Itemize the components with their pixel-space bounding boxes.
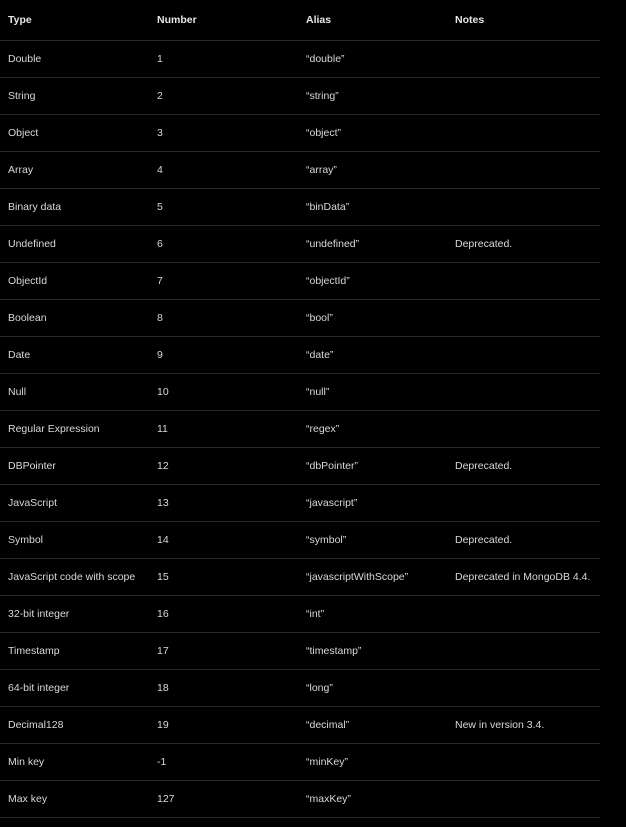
header-number: Number (157, 14, 197, 26)
cell-alias: “maxKey” (306, 793, 351, 805)
cell-notes: New in version 3.4. (455, 719, 545, 731)
cell-number: 7 (157, 275, 163, 287)
cell-alias: “javascriptWithScope” (306, 571, 409, 583)
cell-number: 3 (157, 127, 163, 139)
cell-number: 15 (157, 571, 169, 583)
cell-number: -1 (157, 756, 167, 768)
cell-type: JavaScript code with scope (8, 571, 136, 583)
cell-number: 16 (157, 608, 169, 620)
cell-number: 1 (157, 53, 163, 65)
cell-number: 9 (157, 349, 163, 361)
cell-type: Max key (8, 793, 48, 805)
table-row (0, 559, 600, 596)
cell-alias: “timestamp” (306, 645, 362, 657)
table-row (0, 448, 600, 485)
table-row (0, 522, 600, 559)
cell-number: 6 (157, 238, 163, 250)
cell-alias: “int” (306, 608, 325, 620)
cell-number: 13 (157, 497, 169, 509)
cell-number: 10 (157, 386, 169, 398)
cell-number: 11 (157, 423, 168, 435)
cell-alias: “array” (306, 164, 337, 176)
table-row (0, 78, 600, 115)
table-row (0, 633, 600, 670)
table-row (0, 670, 600, 707)
cell-type: Binary data (8, 201, 62, 213)
table-row (0, 152, 600, 189)
cell-type: Decimal128 (8, 719, 64, 731)
cell-number: 18 (157, 682, 169, 694)
cell-type: DBPointer (8, 460, 56, 472)
header-type: Type (8, 14, 32, 26)
cell-number: 17 (157, 645, 169, 657)
cell-alias: “symbol” (306, 534, 347, 546)
cell-alias: “long” (306, 682, 333, 694)
cell-alias: “dbPointer” (306, 460, 358, 472)
cell-alias: “minKey” (306, 756, 349, 768)
cell-type: ObjectId (8, 275, 48, 287)
cell-number: 12 (157, 460, 169, 472)
cell-alias: “string” (306, 90, 339, 102)
cell-type: 32-bit integer (8, 608, 70, 620)
cell-number: 14 (157, 534, 169, 546)
cell-number: 19 (157, 719, 169, 731)
cell-alias: “double” (306, 53, 345, 65)
cell-alias: “regex” (306, 423, 340, 435)
cell-alias: “javascript” (306, 497, 358, 509)
table-header-row (0, 0, 600, 41)
cell-type: Boolean (8, 312, 47, 324)
table-row (0, 189, 600, 226)
cell-type: Min key (8, 756, 45, 768)
cell-notes: Deprecated. (455, 534, 513, 546)
cell-alias: “date” (306, 349, 334, 361)
table-row (0, 300, 600, 337)
table-row (0, 226, 600, 263)
cell-number: 127 (157, 793, 175, 805)
cell-alias: “null” (306, 386, 330, 398)
cell-number: 2 (157, 90, 163, 102)
cell-number: 5 (157, 201, 163, 213)
cell-alias: “decimal” (306, 719, 350, 731)
cell-type: Regular Expression (8, 423, 100, 435)
table-row (0, 411, 600, 448)
cell-notes: Deprecated. (455, 238, 513, 250)
header-notes: Notes (455, 14, 485, 26)
table-row (0, 744, 600, 781)
cell-alias: “object” (306, 127, 342, 139)
cell-number: 4 (157, 164, 163, 176)
cell-type: Object (8, 127, 39, 139)
cell-alias: “binData” (306, 201, 350, 213)
cell-alias: “objectId” (306, 275, 350, 287)
cell-type: Array (8, 164, 34, 176)
table-row (0, 263, 600, 300)
table-row (0, 707, 600, 744)
table-row (0, 337, 600, 374)
table-row (0, 115, 600, 152)
cell-alias: “undefined” (306, 238, 360, 250)
table-row (0, 781, 600, 818)
cell-type: String (8, 90, 36, 102)
table-row (0, 41, 600, 78)
cell-notes: Deprecated. (455, 460, 513, 472)
header-alias: Alias (306, 14, 332, 26)
cell-type: Double (8, 53, 42, 65)
cell-number: 8 (157, 312, 163, 324)
cell-type: Null (8, 386, 27, 398)
cell-type: JavaScript (8, 497, 58, 509)
cell-type: Date (8, 349, 31, 361)
cell-type: Undefined (8, 238, 56, 250)
table-row (0, 374, 600, 411)
cell-type: 64-bit integer (8, 682, 70, 694)
table-row (0, 485, 600, 522)
cell-type: Symbol (8, 534, 44, 546)
cell-notes: Deprecated in MongoDB 4.4. (455, 571, 591, 583)
cell-alias: “bool” (306, 312, 333, 324)
table-row (0, 596, 600, 633)
cell-type: Timestamp (8, 645, 60, 657)
